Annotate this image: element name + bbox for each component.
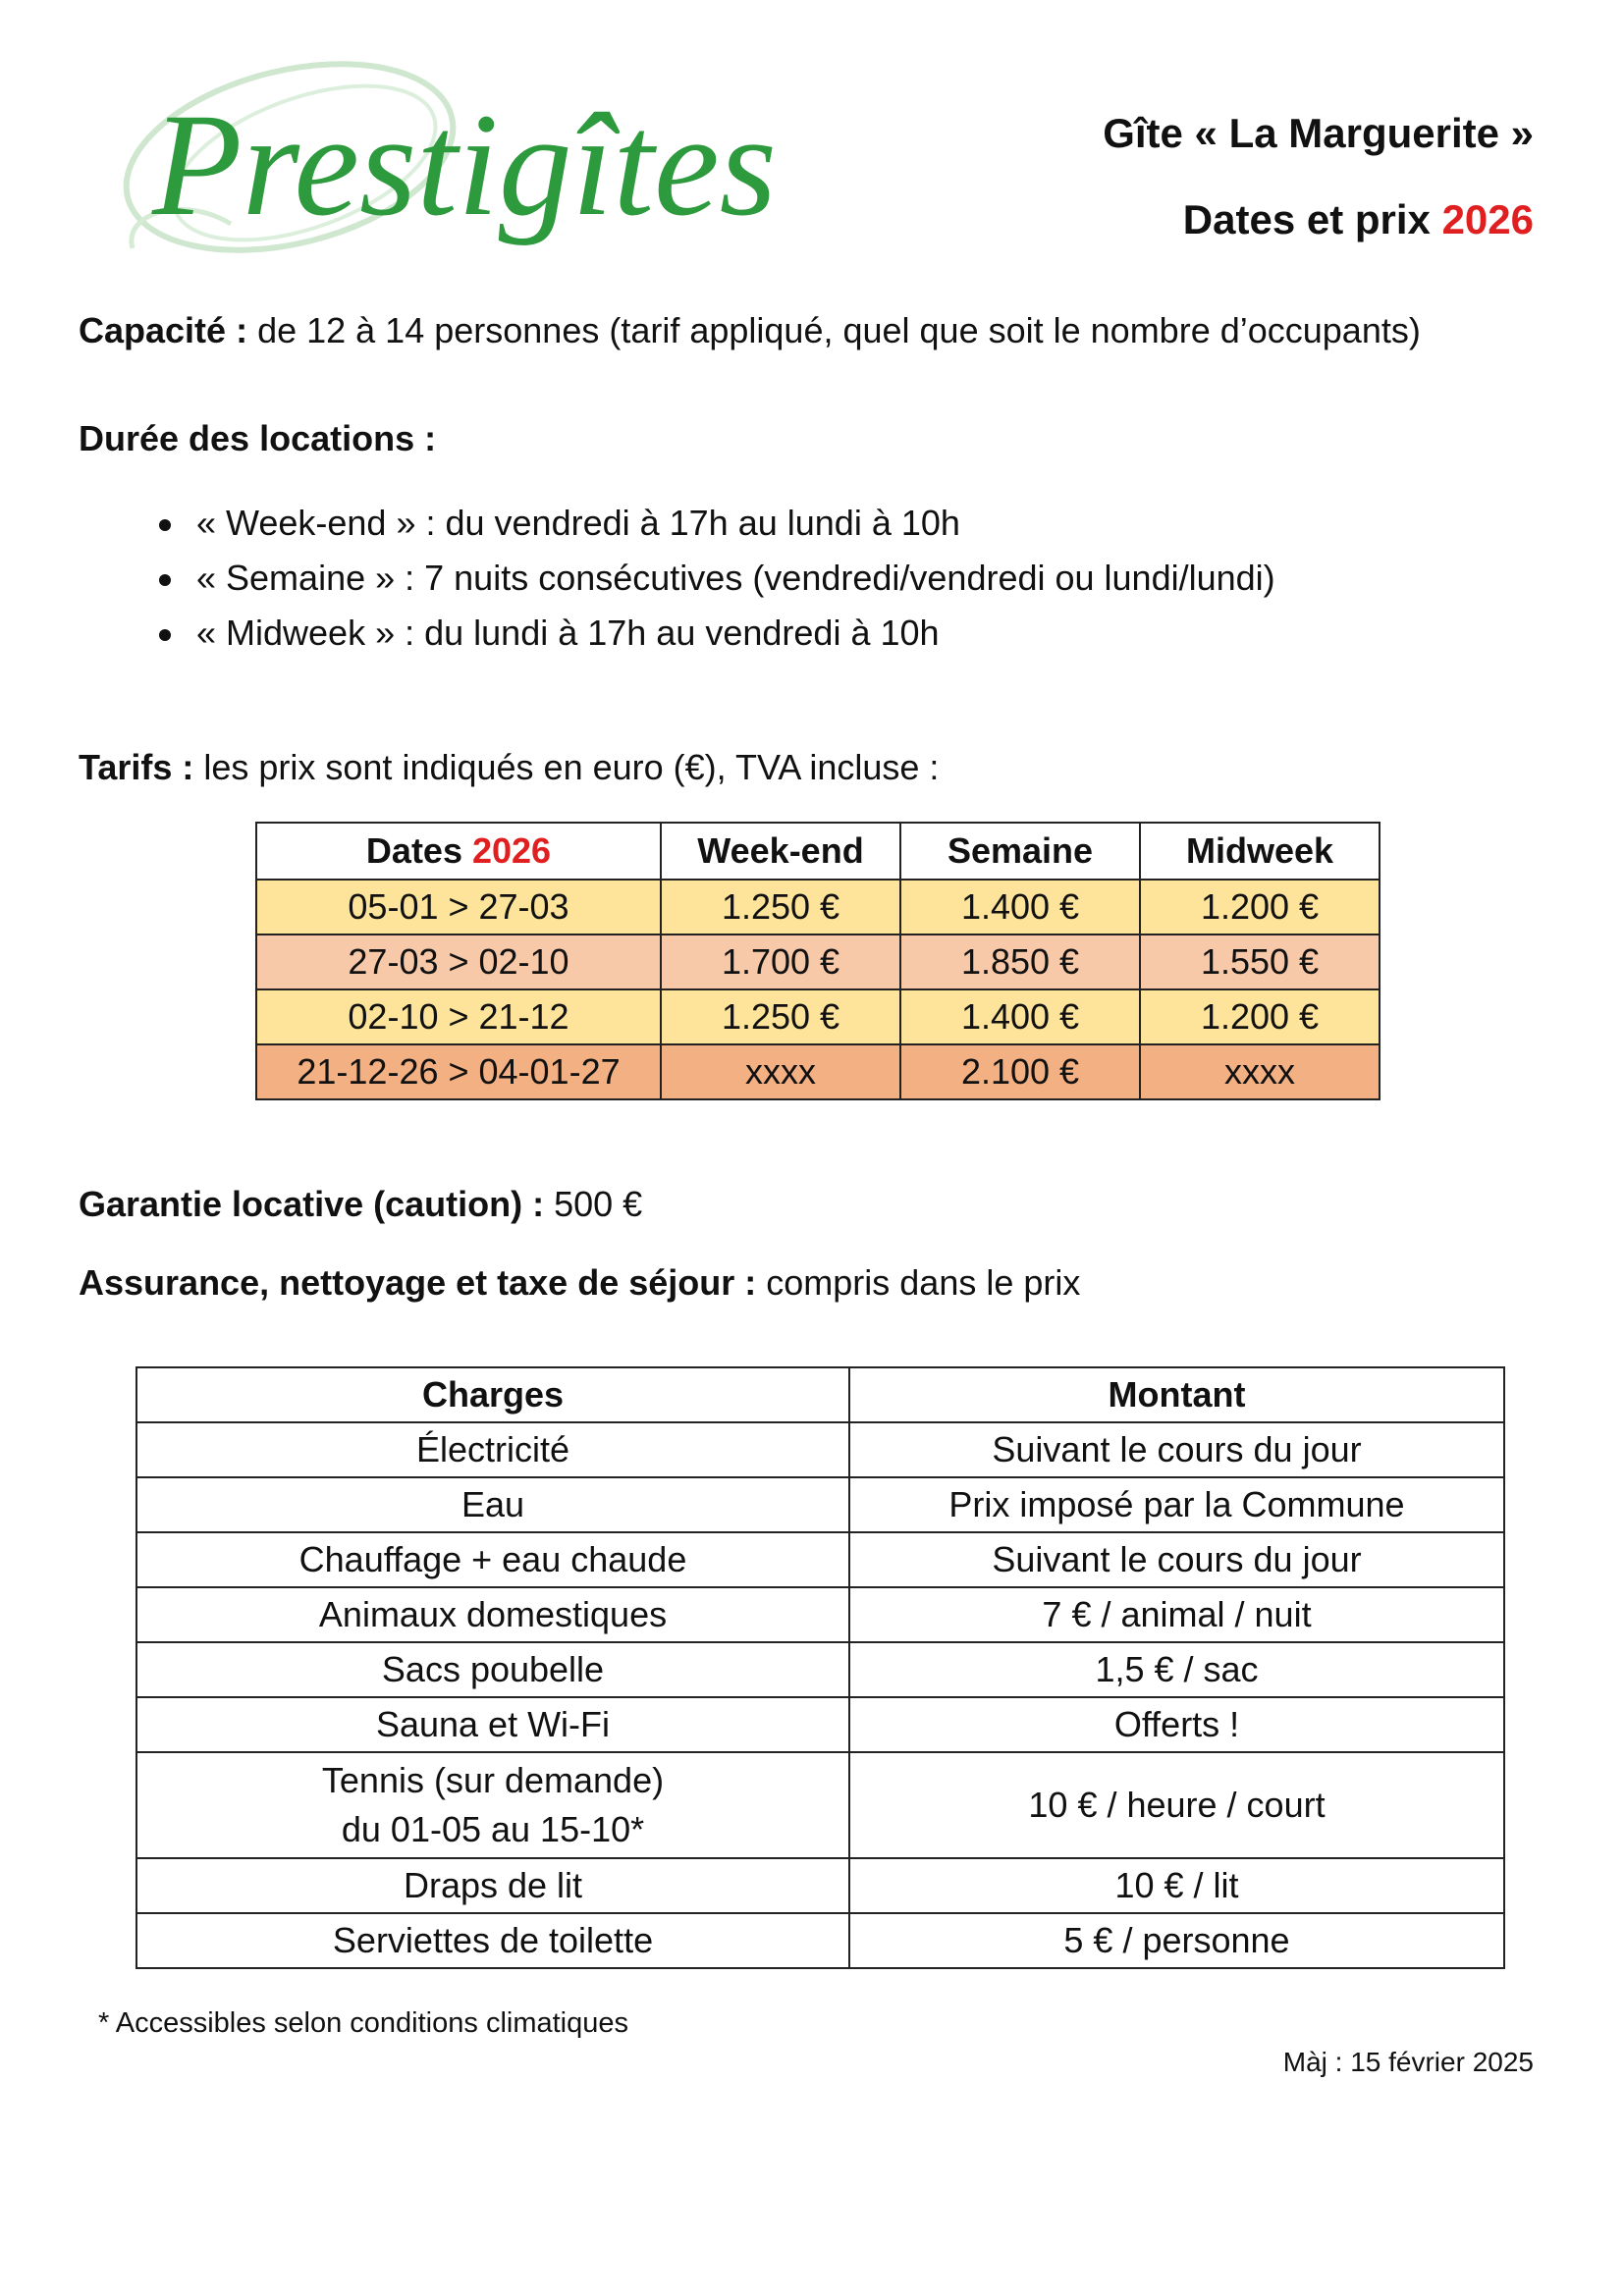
insurance-line: [79, 1262, 1080, 1304]
charge-row: [136, 1477, 1504, 1532]
duration-semaine: « Semaine » : 7 nuits consécutives (vendredi/vendredi ou lundi/lundi): [147, 551, 1275, 606]
charge-amount: 7 € / animal / nuit: [849, 1587, 1504, 1642]
price-table: [255, 822, 1380, 1100]
charge-row: [136, 1913, 1504, 1968]
price-dates: 21-12-26 > 04-01-27: [256, 1044, 661, 1099]
charge-row: [136, 1642, 1504, 1697]
price-weekend: xxxx: [661, 1044, 900, 1099]
charge-name: Électricité: [136, 1422, 849, 1477]
header-semaine: Semaine: [900, 823, 1140, 880]
charge-amount: 1,5 € / sac: [849, 1642, 1504, 1697]
charge-row: [136, 1587, 1504, 1642]
price-semaine: 1.400 €: [900, 989, 1140, 1044]
charge-name: Serviettes de toilette: [136, 1913, 849, 1968]
guarantee-line: [79, 1184, 642, 1225]
price-semaine: 1.850 €: [900, 934, 1140, 989]
price-semaine: 1.400 €: [900, 880, 1140, 934]
capacity-label: Capacité :: [79, 310, 248, 350]
charges-table: [135, 1366, 1505, 1969]
charge-amount: Prix imposé par la Commune: [849, 1477, 1504, 1532]
header-midweek: Midweek: [1140, 823, 1380, 880]
insurance-text: compris dans le prix: [756, 1262, 1081, 1303]
charges-table-header: [136, 1367, 1504, 1422]
charge-name: Draps de lit: [136, 1858, 849, 1913]
price-row: [256, 934, 1380, 989]
charge-name: [136, 1752, 849, 1858]
charge-amount: Suivant le cours du jour: [849, 1532, 1504, 1587]
tarifs-label: Tarifs :: [79, 747, 194, 787]
charge-row: [136, 1752, 1504, 1858]
guarantee-label: Garantie locative (caution) :: [79, 1184, 545, 1224]
duration-midweek: « Midweek » : du lundi à 17h au vendredi à 10h: [147, 606, 1275, 661]
price-weekend: 1.250 €: [661, 880, 900, 934]
charge-name: Chauffage + eau chaude: [136, 1532, 849, 1587]
charge-row: [136, 1697, 1504, 1752]
document-title: Gîte « La Marguerite »: [1103, 110, 1534, 156]
charge-row: [136, 1532, 1504, 1587]
svg-text:Prestigîtes: Prestigîtes: [152, 83, 778, 246]
price-midweek: 1.200 €: [1140, 989, 1380, 1044]
price-weekend: 1.700 €: [661, 934, 900, 989]
tarifs-text: les prix sont indiqués en euro (€), TVA incluse :: [193, 747, 940, 787]
duration-weekend: « Week-end » : du vendredi à 17h au lundi à 10h: [147, 496, 1275, 551]
footnote: * Accessibles selon conditions climatiques: [98, 2007, 628, 2039]
price-row: [256, 880, 1380, 934]
header-charges: Charges: [136, 1367, 849, 1422]
update-date: Màj : 15 février 2025: [1282, 2047, 1534, 2077]
capacity-line: [79, 310, 1421, 351]
price-dates: 02-10 > 21-12: [256, 989, 661, 1044]
charge-name: Sacs poubelle: [136, 1642, 849, 1697]
document-subtitle: Dates et prix 2026: [1182, 196, 1534, 242]
price-semaine: 2.100 €: [900, 1044, 1140, 1099]
subtitle-year: 2026: [1441, 196, 1534, 242]
charge-amount: Offerts !: [849, 1697, 1504, 1752]
charge-name-line2: du 01-05 au 15-10*: [341, 1809, 645, 1849]
charge-amount: 10 € / heure / court: [849, 1752, 1504, 1858]
insurance-label: Assurance, nettoyage et taxe de séjour :: [79, 1262, 757, 1303]
prestigites-logo: [93, 47, 781, 293]
header-dates: Dates 2026: [256, 823, 661, 880]
price-weekend: 1.250 €: [661, 989, 900, 1044]
header-weekend: Week-end: [661, 823, 900, 880]
charge-amount: 10 € / lit: [849, 1858, 1504, 1913]
price-row: [256, 989, 1380, 1044]
charge-name: Sauna et Wi-Fi: [136, 1697, 849, 1752]
price-midweek: 1.200 €: [1140, 880, 1380, 934]
price-dates: 27-03 > 02-10: [256, 934, 661, 989]
charge-amount: 5 € / personne: [849, 1913, 1504, 1968]
charge-name: Eau: [136, 1477, 849, 1532]
durations-list: [147, 496, 1275, 661]
tarifs-line: [79, 747, 939, 788]
charge-name-line1: Tennis (sur demande): [321, 1760, 665, 1800]
charge-name: Animaux domestiques: [136, 1587, 849, 1642]
capacity-text: de 12 à 14 personnes (tarif appliqué, quel que soit le nombre d’occupants): [247, 310, 1421, 350]
charge-amount: Suivant le cours du jour: [849, 1422, 1504, 1477]
price-midweek: xxxx: [1140, 1044, 1380, 1099]
header-montant: Montant: [849, 1367, 1504, 1422]
price-midweek: 1.550 €: [1140, 934, 1380, 989]
durations-heading: Durée des locations :: [79, 418, 437, 458]
charge-row: [136, 1422, 1504, 1477]
price-row: [256, 1044, 1380, 1099]
guarantee-text: 500 €: [544, 1184, 643, 1224]
charge-row: [136, 1858, 1504, 1913]
price-table-header: [256, 823, 1380, 880]
price-dates: 05-01 > 27-03: [256, 880, 661, 934]
